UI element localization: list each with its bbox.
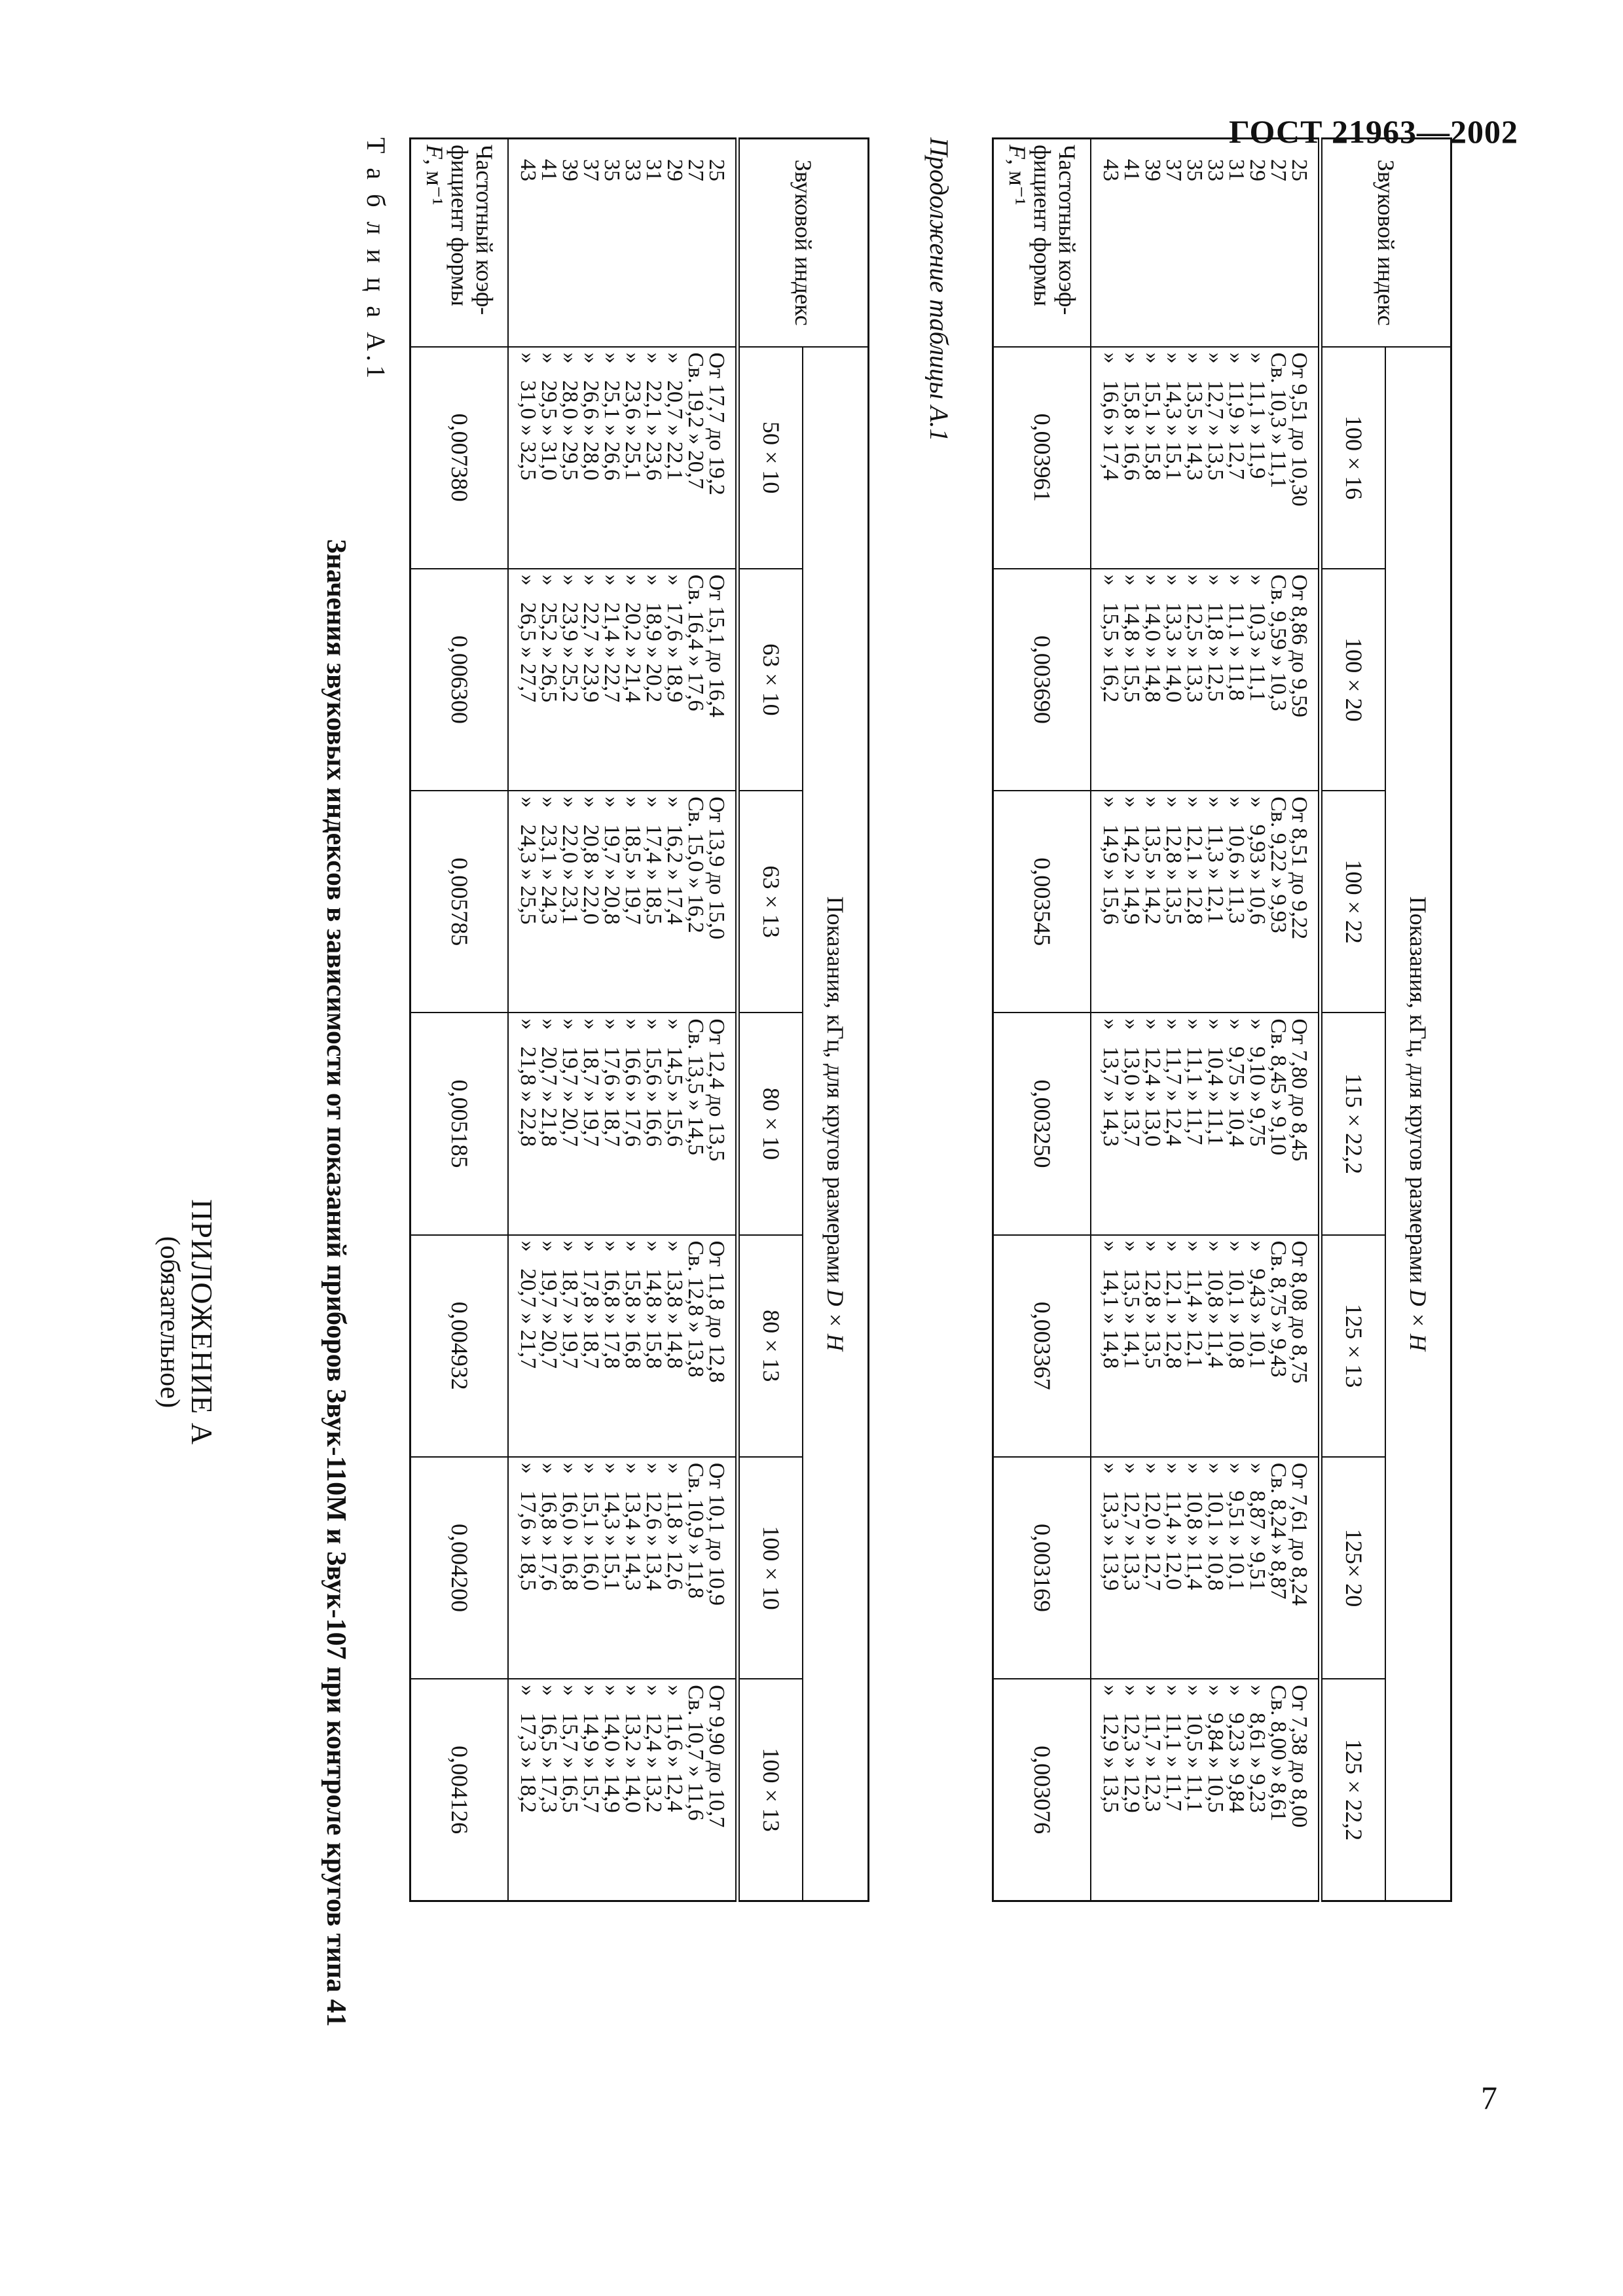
range-value: Св. 10,7 » 11,6 bbox=[684, 1685, 708, 1821]
range-values bbox=[1091, 1679, 1321, 1901]
range-value: » 14,5 » 15,6 bbox=[663, 1018, 687, 1147]
range-value: » 11,9 » 12,7 bbox=[1224, 352, 1249, 480]
range-value: » 17,6 » 18,9 bbox=[663, 574, 687, 703]
range-value: » 13,5 » 14,1 bbox=[1120, 1240, 1144, 1369]
range-value: » 14,3 » 15,1 bbox=[600, 1462, 625, 1591]
appendix-title: ПРИЛОЖЕНИЕ А bbox=[185, 1199, 219, 1445]
coefficient-value bbox=[410, 1679, 509, 1901]
range-value: » 21,4 » 22,7 bbox=[600, 574, 625, 703]
index-value: 35 bbox=[1182, 159, 1207, 181]
header-row bbox=[803, 139, 869, 1901]
index-value: 31 bbox=[642, 159, 666, 181]
coef-value-text: 0,003961 bbox=[1029, 413, 1055, 502]
index-values bbox=[1091, 139, 1321, 347]
range-value: » 11,1 » 11,7 bbox=[1161, 1685, 1186, 1812]
index-value: 29 bbox=[663, 159, 687, 181]
range-value: » 16,0 » 16,8 bbox=[558, 1462, 583, 1591]
range-value: » 9,10 » 9,75 bbox=[1245, 1018, 1270, 1147]
range-value: » 25,2 » 26,5 bbox=[537, 574, 562, 703]
range-value: » 14,0 » 14,9 bbox=[600, 1685, 625, 1813]
appendix-subtitle: (обязательное) bbox=[155, 1236, 185, 1408]
range-value: » 18,7 » 19,7 bbox=[579, 1018, 604, 1147]
group-header bbox=[803, 347, 869, 1901]
size-header bbox=[738, 791, 803, 1013]
data-row bbox=[1091, 139, 1321, 1901]
page-number: 7 bbox=[1481, 2079, 1497, 2116]
index-header-text: Звуковой индекс bbox=[1373, 159, 1400, 326]
range-value: Св. 9,22 » 9,93 bbox=[1266, 797, 1291, 933]
coef-value-text: 0,003250 bbox=[1029, 1079, 1055, 1168]
range-value: » 10,3 » 11,1 bbox=[1245, 574, 1270, 702]
index-value: 41 bbox=[1120, 159, 1144, 181]
index-value: 25 bbox=[704, 159, 729, 181]
coefficient-label bbox=[410, 139, 509, 347]
range-value: Св. 19,2 » 20,7 bbox=[684, 352, 708, 490]
range-value: » 10,6 » 11,3 bbox=[1224, 797, 1249, 924]
range-value: От 15,1 до 16,4 bbox=[704, 574, 729, 717]
size-label: 80 × 13 bbox=[757, 1310, 784, 1382]
index-value: 37 bbox=[579, 159, 604, 181]
coefficient-value bbox=[410, 1457, 509, 1679]
range-value: » 22,7 » 23,9 bbox=[579, 574, 604, 703]
size-row bbox=[738, 139, 803, 1901]
size-row bbox=[1321, 139, 1386, 1901]
range-value: » 12,8 » 13,5 bbox=[1140, 1240, 1165, 1369]
size-header bbox=[1321, 1235, 1386, 1457]
range-value: » 11,1 » 11,9 bbox=[1245, 352, 1270, 479]
range-value: » 15,6 » 16,6 bbox=[642, 1018, 666, 1147]
coef-value-text: 0,004126 bbox=[446, 1746, 473, 1835]
range-value: » 16,2 » 17,4 bbox=[663, 797, 687, 925]
range-value: От 7,38 до 8,00 bbox=[1287, 1685, 1312, 1828]
size-header bbox=[1321, 1679, 1386, 1901]
coefficient-value bbox=[993, 1679, 1091, 1901]
range-value: » 18,5 » 19,7 bbox=[621, 797, 646, 925]
group-header-text: Показания, кГц, для кругов размерами bbox=[1405, 896, 1432, 1283]
range-value: От 7,80 до 8,45 bbox=[1287, 1018, 1312, 1162]
coef-value-text: 0,007380 bbox=[446, 413, 473, 502]
range-value: От 8,51 до 9,22 bbox=[1287, 797, 1312, 940]
range-value: » 16,8 » 17,8 bbox=[600, 1240, 625, 1369]
range-value: От 8,86 до 9,59 bbox=[1287, 574, 1312, 717]
range-values bbox=[1091, 1235, 1321, 1457]
range-value: » 17,3 » 18,2 bbox=[516, 1685, 541, 1813]
range-value: » 10,8 » 11,4 bbox=[1203, 1240, 1228, 1368]
size-header bbox=[738, 1013, 803, 1234]
index-value: 33 bbox=[621, 159, 646, 181]
range-value: » 11,8 » 12,5 bbox=[1203, 574, 1228, 702]
size-label: 80 × 10 bbox=[757, 1087, 784, 1160]
range-value: » 22,0 » 23,1 bbox=[558, 797, 583, 925]
range-value: » 12,9 » 13,5 bbox=[1099, 1685, 1123, 1813]
range-value: » 17,8 » 18,7 bbox=[579, 1240, 604, 1369]
table-caption: Значения звуковых индексов в зависимости от показаний приборов Звук-110М и Звук-107 при контроле кругов типа 41 bbox=[321, 539, 351, 2027]
range-value: » 12,8 » 13,5 bbox=[1161, 797, 1186, 925]
size-label: 100 × 16 bbox=[1340, 415, 1367, 500]
table-a1-continued bbox=[992, 137, 1452, 1902]
rotated-content bbox=[86, 137, 1531, 2164]
range-values bbox=[1091, 1013, 1321, 1234]
table-a1 bbox=[409, 137, 869, 1902]
coef-value-text: 0,005785 bbox=[446, 857, 473, 946]
size-label: 125× 20 bbox=[1340, 1528, 1367, 1607]
coefficient-value bbox=[410, 347, 509, 569]
group-header-text: Показания, кГц, для кругов размерами bbox=[822, 896, 849, 1283]
range-values bbox=[1091, 1457, 1321, 1679]
index-value: 35 bbox=[600, 159, 625, 181]
range-value: » 20,7 » 21,7 bbox=[516, 1240, 541, 1369]
size-label: 100 × 13 bbox=[757, 1748, 784, 1832]
range-value: Св. 8,45 » 9,10 bbox=[1266, 1018, 1291, 1156]
range-value: » 13,8 » 14,8 bbox=[663, 1240, 687, 1369]
range-value: » 9,84 » 10,5 bbox=[1203, 1685, 1228, 1813]
range-value: » 12,1 » 12,8 bbox=[1182, 797, 1207, 925]
range-value: » 10,5 » 11,1 bbox=[1182, 1685, 1207, 1812]
document-header: ГОСТ 21963—2002 bbox=[1228, 113, 1518, 150]
size-header bbox=[738, 347, 803, 569]
range-value: » 11,6 » 12,4 bbox=[663, 1685, 687, 1812]
range-value: » 17,6 » 18,7 bbox=[600, 1018, 625, 1147]
range-value: » 11,7 » 12,3 bbox=[1140, 1685, 1165, 1812]
coef-value-text: 0,003367 bbox=[1029, 1301, 1055, 1390]
range-value: » 22,1 » 23,6 bbox=[642, 352, 666, 480]
group-header-dim: D × H bbox=[1405, 1289, 1432, 1351]
coef-label-unit: , м⁻¹ bbox=[421, 159, 448, 206]
range-value: » 26,5 » 27,7 bbox=[516, 574, 541, 703]
size-label: 115 × 22,2 bbox=[1340, 1073, 1367, 1174]
range-value: » 20,8 » 22,0 bbox=[579, 797, 604, 925]
index-value: 25 bbox=[1287, 159, 1312, 181]
group-header-dim: D × H bbox=[822, 1289, 849, 1351]
index-value: 39 bbox=[558, 159, 583, 181]
size-header bbox=[738, 1679, 803, 1901]
range-value: » 17,6 » 18,5 bbox=[516, 1462, 541, 1591]
range-value: » 28,0 » 29,5 bbox=[558, 352, 583, 480]
range-value: » 14,9 » 15,7 bbox=[579, 1685, 604, 1813]
range-value: » 10,4 » 11,1 bbox=[1203, 1018, 1228, 1146]
range-value: От 12,4 до 13,5 bbox=[704, 1018, 729, 1162]
range-value: » 12,5 » 13,3 bbox=[1182, 574, 1207, 703]
range-value: Св. 15,0 » 16,2 bbox=[684, 797, 708, 933]
range-value: » 20,2 » 21,4 bbox=[621, 574, 646, 703]
appendix-heading bbox=[155, 1093, 219, 1551]
range-value: » 31,0 » 32,5 bbox=[516, 352, 541, 480]
index-header bbox=[738, 139, 869, 347]
range-value: » 13,2 » 14,0 bbox=[621, 1685, 646, 1813]
header-row bbox=[1386, 139, 1451, 1901]
range-value: » 13,7 » 14,3 bbox=[1099, 1018, 1123, 1147]
coef-label-symbol: F bbox=[421, 145, 448, 159]
range-value: От 13,9 до 15,0 bbox=[704, 797, 729, 940]
coef-value-text: 0,003076 bbox=[1029, 1746, 1055, 1835]
range-value: » 19,7 » 20,7 bbox=[558, 1018, 583, 1147]
coefficient-value bbox=[410, 791, 509, 1013]
range-value: » 13,3 » 14,0 bbox=[1161, 574, 1186, 703]
index-value: 27 bbox=[684, 159, 708, 181]
range-value: » 11,4 » 12,0 bbox=[1161, 1462, 1186, 1590]
range-value: » 20,7 » 22,1 bbox=[663, 352, 687, 480]
index-value: 31 bbox=[1224, 159, 1249, 181]
range-value: » 29,5 » 31,0 bbox=[537, 352, 562, 480]
range-value: » 13,4 » 14,3 bbox=[621, 1462, 646, 1591]
size-label: 100 × 22 bbox=[1340, 859, 1367, 944]
size-label: 63 × 10 bbox=[757, 643, 784, 716]
size-header bbox=[1321, 1013, 1386, 1234]
range-values bbox=[509, 1235, 738, 1457]
range-value: » 12,3 » 12,9 bbox=[1120, 1685, 1144, 1813]
index-value: 33 bbox=[1203, 159, 1228, 181]
range-value: Св. 9,59 » 10,3 bbox=[1266, 574, 1291, 711]
range-value: » 14,8 » 15,5 bbox=[1120, 574, 1144, 703]
range-value: » 14,9 » 15,6 bbox=[1099, 797, 1123, 925]
size-header bbox=[1321, 1457, 1386, 1679]
range-value: » 12,7 » 13,5 bbox=[1203, 352, 1228, 480]
range-value: » 11,8 » 12,6 bbox=[663, 1462, 687, 1590]
range-value: » 13,5 » 14,3 bbox=[1182, 352, 1207, 480]
range-value: » 11,1 » 11,7 bbox=[1182, 1018, 1207, 1145]
size-label: 100 × 20 bbox=[1340, 637, 1367, 722]
range-value: » 10,1 » 10,8 bbox=[1224, 1240, 1249, 1369]
coefficient-value bbox=[993, 1013, 1091, 1234]
range-values bbox=[1091, 569, 1321, 791]
range-values bbox=[509, 347, 738, 569]
range-value: » 8,61 » 9,23 bbox=[1245, 1685, 1270, 1813]
index-value: 37 bbox=[1161, 159, 1186, 181]
range-values bbox=[509, 1457, 738, 1679]
coefficient-value bbox=[993, 1457, 1091, 1679]
range-value: » 13,5 » 14,2 bbox=[1140, 797, 1165, 925]
range-value: » 13,3 » 13,9 bbox=[1099, 1462, 1123, 1591]
range-value: Св. 8,75 » 9,43 bbox=[1266, 1240, 1291, 1378]
range-value: » 17,4 » 18,5 bbox=[642, 797, 666, 925]
data-row bbox=[509, 139, 738, 1901]
range-value: » 15,1 » 16,0 bbox=[579, 1462, 604, 1591]
range-values bbox=[509, 569, 738, 791]
range-value: » 9,75 » 10,4 bbox=[1224, 1018, 1249, 1147]
index-header-text: Звуковой индекс bbox=[790, 159, 817, 326]
range-value: » 18,9 » 20,2 bbox=[642, 574, 666, 703]
coef-label-text: Частотный коэф-фициент формы bbox=[446, 145, 498, 315]
range-value: » 11,7 » 12,4 bbox=[1161, 1018, 1186, 1146]
range-value: От 10,1 до 10,9 bbox=[704, 1462, 729, 1606]
size-header bbox=[1321, 569, 1386, 791]
range-value: » 10,1 » 10,8 bbox=[1203, 1462, 1228, 1591]
range-value: » 24,3 » 25,5 bbox=[516, 797, 541, 925]
range-value: » 12,0 » 12,7 bbox=[1140, 1462, 1165, 1591]
range-value: » 10,8 » 11,4 bbox=[1182, 1462, 1207, 1590]
range-value: » 11,1 » 11,8 bbox=[1224, 574, 1249, 701]
range-value: Св. 8,24 » 8,87 bbox=[1266, 1462, 1291, 1600]
range-value: » 14,0 » 14,8 bbox=[1140, 574, 1165, 703]
range-value: » 16,8 » 17,6 bbox=[537, 1462, 562, 1591]
range-value: » 12,4 » 13,0 bbox=[1140, 1018, 1165, 1147]
coefficient-value bbox=[993, 569, 1091, 791]
range-value: » 14,8 » 15,8 bbox=[642, 1240, 666, 1369]
group-header bbox=[1386, 347, 1451, 1901]
range-value: Св. 8,00 » 8,61 bbox=[1266, 1685, 1291, 1821]
coefficient-value bbox=[993, 347, 1091, 569]
range-value: » 9,51 » 10,1 bbox=[1224, 1462, 1249, 1591]
range-value: » 12,7 » 13,3 bbox=[1120, 1462, 1144, 1591]
coefficient-row bbox=[993, 139, 1091, 1901]
size-header bbox=[738, 1235, 803, 1457]
range-value: От 9,51 до 10,30 bbox=[1287, 352, 1312, 507]
coef-value-text: 0,004200 bbox=[446, 1524, 473, 1613]
size-label: 125 × 13 bbox=[1340, 1304, 1367, 1388]
range-value: » 9,43 » 10,1 bbox=[1245, 1240, 1270, 1369]
range-value: » 23,1 » 24,3 bbox=[537, 797, 562, 925]
index-values bbox=[509, 139, 738, 347]
index-value: 27 bbox=[1266, 159, 1291, 181]
size-header bbox=[738, 569, 803, 791]
range-values bbox=[509, 1679, 738, 1901]
coefficient-label bbox=[993, 139, 1091, 347]
index-header bbox=[1321, 139, 1451, 347]
table-label: Т а б л и ц а А.1 bbox=[361, 137, 391, 382]
range-value: » 11,3 » 12,1 bbox=[1203, 797, 1228, 924]
range-values bbox=[509, 791, 738, 1013]
range-value: » 15,1 » 15,8 bbox=[1140, 352, 1165, 480]
size-label: 63 × 13 bbox=[757, 865, 784, 938]
range-value: » 9,93 » 10,6 bbox=[1245, 797, 1270, 925]
range-value: » 21,8 » 22,8 bbox=[516, 1018, 541, 1147]
range-value: » 20,7 » 21,8 bbox=[537, 1018, 562, 1147]
coef-value-text: 0,004932 bbox=[446, 1301, 473, 1390]
continuation-label: Продолжение таблицы А.1 bbox=[924, 137, 954, 442]
range-value: Св. 13,5 » 14,5 bbox=[684, 1018, 708, 1156]
size-header bbox=[1321, 791, 1386, 1013]
coefficient-value bbox=[410, 569, 509, 791]
range-value: » 19,7 » 20,7 bbox=[537, 1240, 562, 1369]
range-values bbox=[1091, 347, 1321, 569]
range-value: » 15,5 » 16,2 bbox=[1099, 574, 1123, 703]
range-value: » 25,1 » 26,6 bbox=[600, 352, 625, 480]
coef-label-unit: , м⁻¹ bbox=[1004, 159, 1030, 206]
range-value: » 11,4 » 12,1 bbox=[1182, 1240, 1207, 1368]
index-value: 43 bbox=[516, 159, 541, 181]
range-value: Св. 16,4 » 17,6 bbox=[684, 574, 708, 711]
range-value: Св. 10,3 » 11,1 bbox=[1266, 352, 1291, 488]
range-value: » 15,7 » 16,5 bbox=[558, 1685, 583, 1813]
range-values bbox=[509, 1013, 738, 1234]
range-value: » 8,87 » 9,51 bbox=[1245, 1462, 1270, 1591]
index-value: 43 bbox=[1099, 159, 1123, 181]
coefficient-row bbox=[410, 139, 509, 1901]
range-value: » 14,2 » 14,9 bbox=[1120, 797, 1144, 925]
coef-value-text: 0,003545 bbox=[1029, 857, 1055, 946]
range-value: От 11,8 до 12,8 bbox=[704, 1240, 729, 1383]
size-label: 100 × 10 bbox=[757, 1526, 784, 1610]
size-header bbox=[738, 1457, 803, 1679]
coefficient-value bbox=[993, 1235, 1091, 1457]
coefficient-value bbox=[993, 791, 1091, 1013]
index-value: 29 bbox=[1245, 159, 1270, 181]
range-value: От 7,61 до 8,24 bbox=[1287, 1462, 1312, 1606]
range-value: Св. 12,8 » 13,8 bbox=[684, 1240, 708, 1378]
range-value: » 26,6 » 28,0 bbox=[579, 352, 604, 480]
range-value: » 13,0 » 13,7 bbox=[1120, 1018, 1144, 1147]
index-value: 41 bbox=[537, 159, 562, 181]
range-value: От 8,08 до 8,75 bbox=[1287, 1240, 1312, 1384]
coef-value-text: 0,006300 bbox=[446, 635, 473, 724]
range-value: » 14,1 » 14,8 bbox=[1099, 1240, 1123, 1369]
coef-value-text: 0,003169 bbox=[1029, 1524, 1055, 1613]
range-value: » 12,6 » 13,4 bbox=[642, 1462, 666, 1591]
range-value: » 16,6 » 17,6 bbox=[621, 1018, 646, 1147]
range-value: От 9,90 до 10,7 bbox=[704, 1685, 729, 1828]
coef-value-text: 0,005185 bbox=[446, 1079, 473, 1168]
range-value: » 14,3 » 15,1 bbox=[1161, 352, 1186, 480]
range-value: » 16,6 » 17,4 bbox=[1099, 352, 1123, 480]
range-value: » 12,1 » 12,8 bbox=[1161, 1240, 1186, 1369]
range-value: » 23,9 » 25,2 bbox=[558, 574, 583, 703]
coef-value-text: 0,003690 bbox=[1029, 635, 1055, 724]
range-value: » 15,8 » 16,8 bbox=[621, 1240, 646, 1369]
size-label: 50 × 10 bbox=[757, 421, 784, 494]
range-value: » 9,23 » 9,84 bbox=[1224, 1685, 1249, 1813]
range-value: » 16,5 » 17,3 bbox=[537, 1685, 562, 1813]
range-value: » 15,8 » 16,6 bbox=[1120, 352, 1144, 480]
range-value: » 19,7 » 20,8 bbox=[600, 797, 625, 925]
range-values bbox=[1091, 791, 1321, 1013]
range-value: » 23,6 » 25,1 bbox=[621, 352, 646, 480]
coefficient-value bbox=[410, 1235, 509, 1457]
coef-label-symbol: F bbox=[1004, 145, 1030, 159]
index-value: 39 bbox=[1140, 159, 1165, 181]
size-label: 125 × 22,2 bbox=[1340, 1738, 1367, 1841]
range-value: От 17,7 до 19,2 bbox=[704, 352, 729, 495]
coefficient-value bbox=[410, 1013, 509, 1234]
range-value: » 12,4 » 13,2 bbox=[642, 1685, 666, 1813]
coef-label-text: Частотный коэф-фициент формы bbox=[1029, 145, 1080, 315]
range-value: Св. 10,9 » 11,8 bbox=[684, 1462, 708, 1599]
range-value: » 18,7 » 19,7 bbox=[558, 1240, 583, 1369]
size-header bbox=[1321, 347, 1386, 569]
